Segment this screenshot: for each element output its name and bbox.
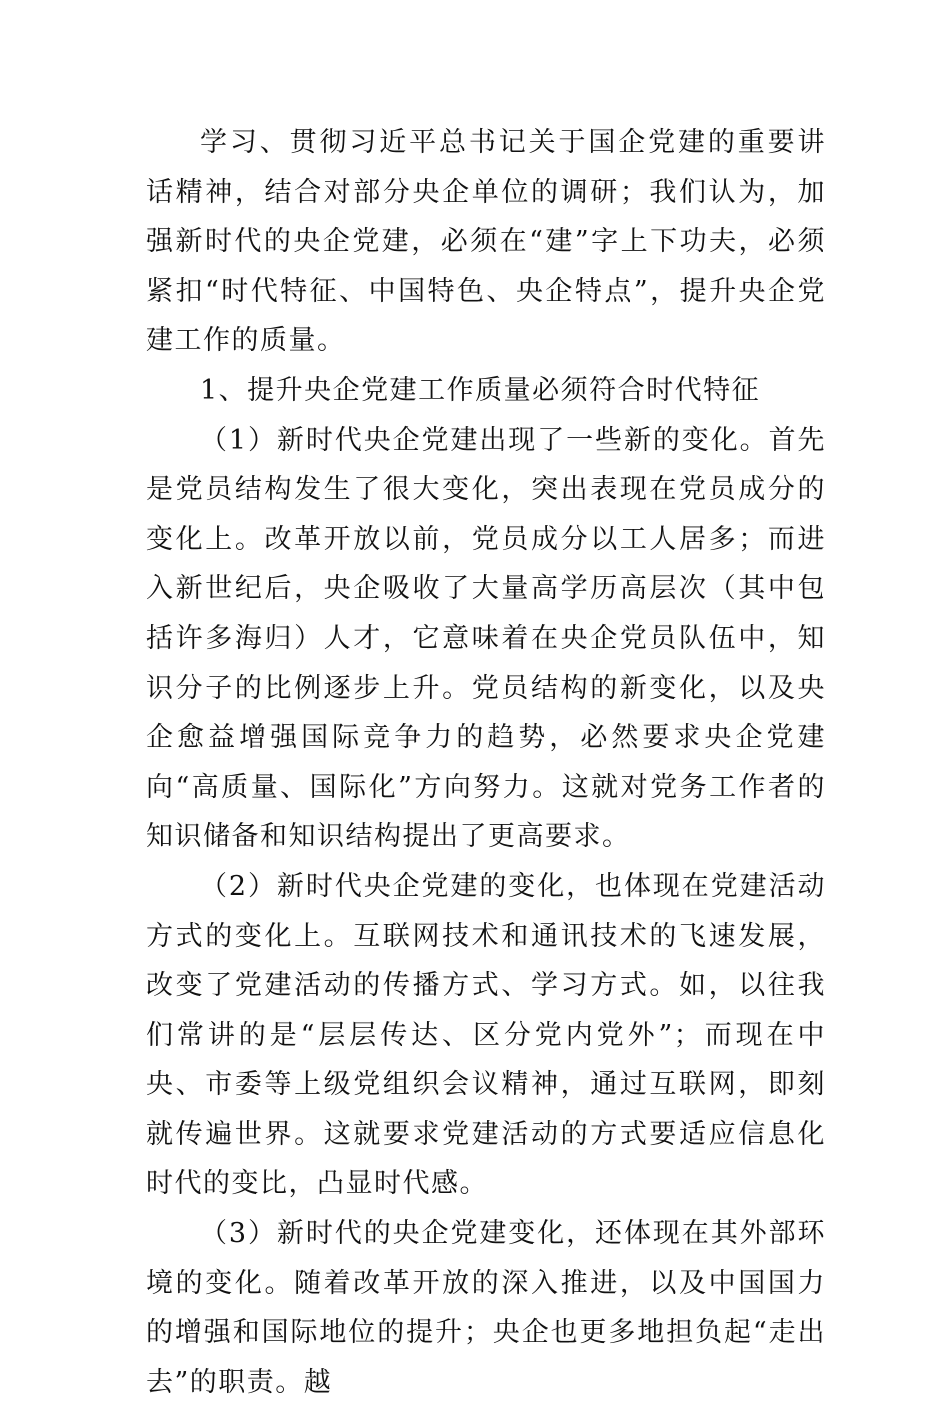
intro-paragraph: 学习、贯彻习近平总书记关于国企党建的重要讲话精神，结合对部分央企单位的调研；我们认为，加强新时代的央企党建，必须在“建”字上下功夫，必须紧扣“时代特征、中国特色、央企特点”，提升央企党建工作的质量。	[146, 127, 826, 357]
section-heading: 1、提升央企党建工作质量必须符合时代特征	[200, 374, 761, 406]
paragraph-point-2: （2）新时代央企党建的变化，也体现在党建活动方式的变化上。互联网技术和通讯技术的飞速发展，改变了党建活动的传播方式、学习方式。如，以往我们常讲的是“层层传达、区分党内党外”；而现在中央、市委等上级党组织会议精神，通过互联网，即刻就传遍世界。这就要求党建活动的方式要适应信息化时代的变比，凸显时代感。	[146, 870, 826, 1200]
paragraph-point-1: （1）新时代央企党建出现了一些新的变化。首先是党员结构发生了很大变化，突出表现在党员成分的变化上。改革开放以前，党员成分以工人居多；而进入新世纪后，央企吸收了大量高学历高层次（其中包括许多海归）人才，它意味着在央企党员队伍中，知识分子的比例逐步上升。党员结构的新变化，以及央企愈益增强国际竞争力的趋势，必然要求央企党建向“高质量、国际化”方向努力。这就对党务工作者的知识储备和知识结构提出了更高要求。	[146, 424, 826, 853]
paragraph-point-3: （3）新时代的央企党建变化，还体现在其外部环境的变化。随着改革开放的深入推进，以及中国国力的增强和国际地位的提升；央企也更多地担负起“走出去”的职责。越	[146, 1218, 826, 1398]
document-body	[146, 118, 826, 1407]
